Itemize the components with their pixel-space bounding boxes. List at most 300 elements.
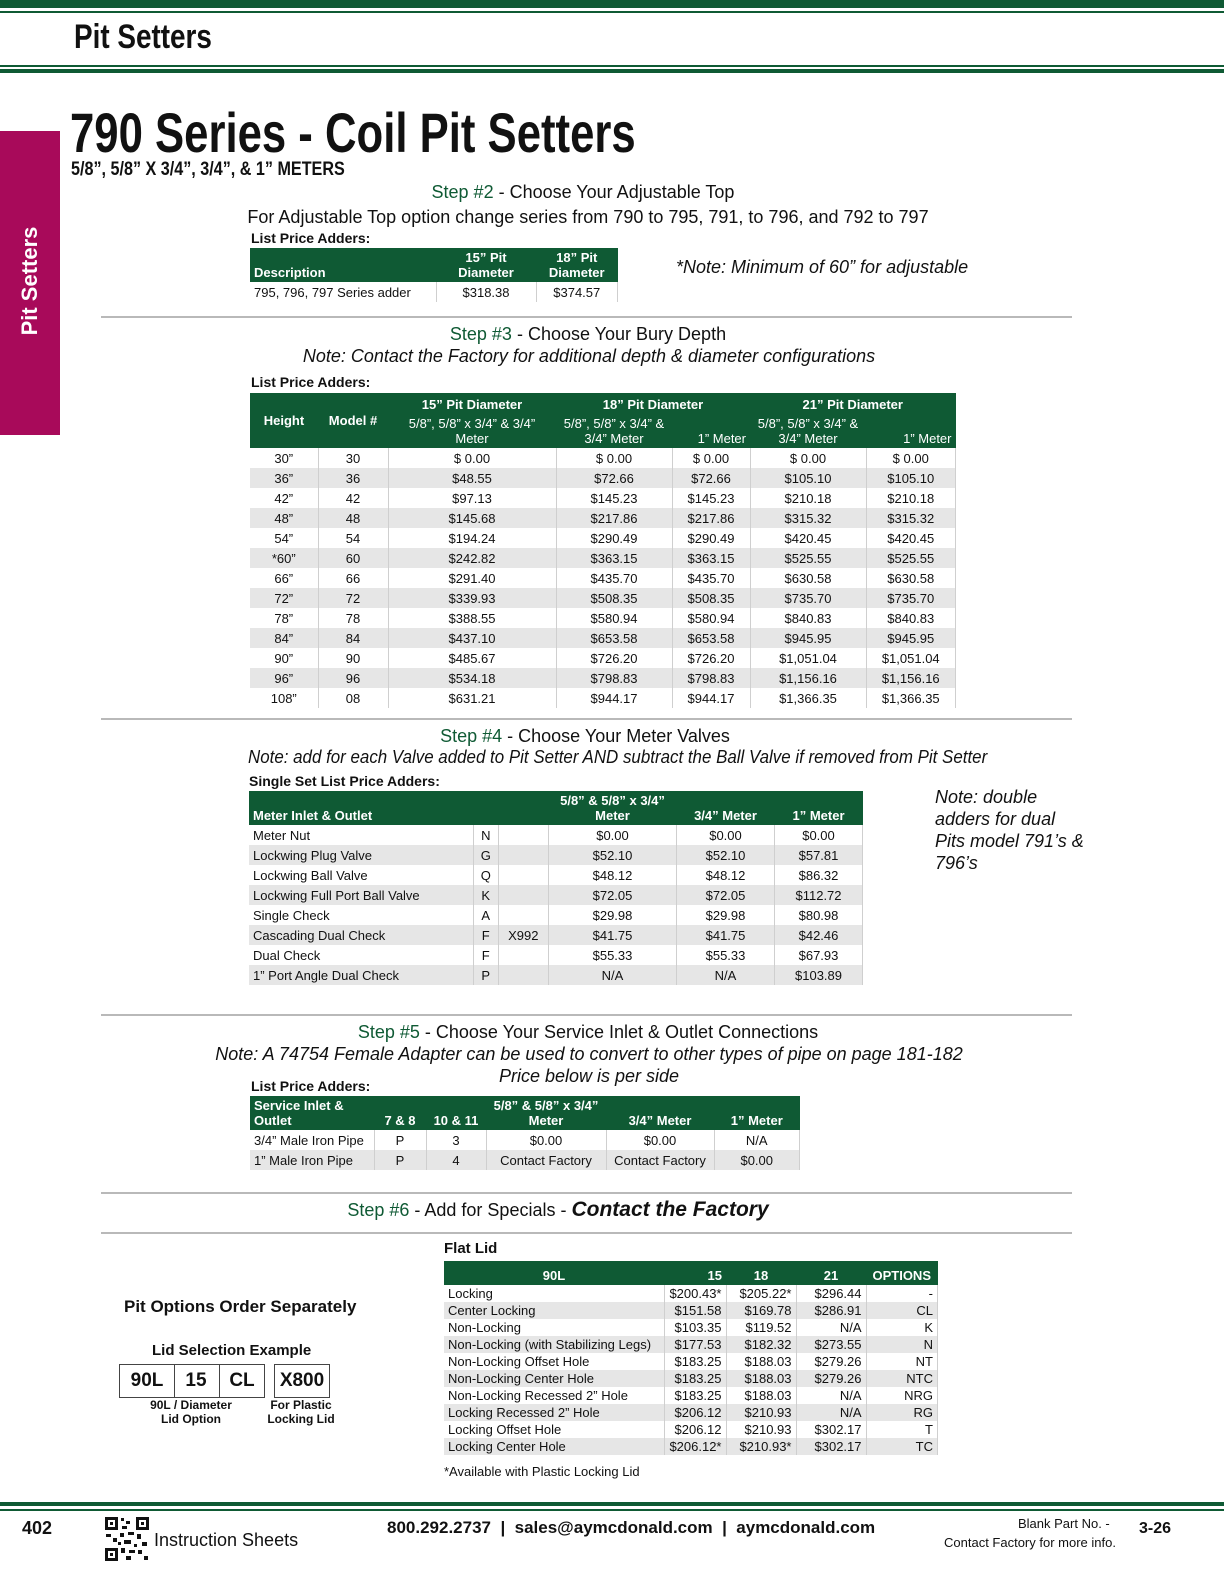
- cell: $630.58: [866, 568, 956, 588]
- cell: $296.44: [796, 1285, 866, 1302]
- table-row: [250, 608, 956, 628]
- cell: $41.75: [549, 925, 677, 945]
- cell: [498, 845, 548, 865]
- page-subtitle: 5/8”, 5/8” X 3/4”, 3/4”, & 1” METERS: [71, 159, 345, 180]
- col-15-sub: 5/8”, 5/8” x 3/4” & 3/4” Meter: [388, 414, 556, 448]
- cell: $363.15: [672, 548, 750, 568]
- lid-box-15: 15: [173, 1364, 220, 1398]
- table-row: [250, 468, 956, 488]
- cell: $1,366.35: [750, 688, 866, 708]
- cell: $210.93: [726, 1404, 796, 1421]
- cell: 4: [426, 1150, 486, 1170]
- cell: NT: [866, 1353, 938, 1370]
- cell: $112.72: [775, 885, 863, 905]
- step3-title: - Choose Your Bury Depth: [511, 324, 727, 344]
- table-row: [250, 282, 618, 302]
- cell: $80.98: [775, 905, 863, 925]
- table-row: [250, 1130, 800, 1150]
- cell: $29.98: [677, 905, 775, 925]
- cell: P: [474, 965, 499, 985]
- step4-label: Step #4: [440, 726, 503, 746]
- cell: $735.70: [750, 588, 866, 608]
- cell: $840.83: [866, 608, 956, 628]
- cell: 90: [318, 648, 388, 668]
- cell: $388.55: [388, 608, 556, 628]
- page-number: 402: [22, 1518, 53, 1538]
- table-row: [250, 508, 956, 528]
- cell: [498, 865, 548, 885]
- cell: $339.93: [388, 588, 556, 608]
- cell: $0.00: [775, 825, 863, 845]
- step5-note2: Price below is per side: [498, 1066, 680, 1086]
- pit-options-title: Pit Options Order Separately: [124, 1297, 357, 1316]
- cell: [498, 945, 548, 965]
- col-model: Model #: [318, 393, 388, 448]
- cell: 30”: [250, 448, 318, 468]
- page-title: 790 Series - Coil Pit Setters: [70, 101, 636, 164]
- cell: $55.33: [677, 945, 775, 965]
- col-34: 3/4” Meter: [606, 1096, 714, 1130]
- cell: $ 0.00: [750, 448, 866, 468]
- cell: $217.86: [556, 508, 672, 528]
- col-21-b: 1” Meter: [866, 414, 956, 448]
- cell: $420.45: [866, 528, 956, 548]
- cell: 66”: [250, 568, 318, 588]
- side-tab: [0, 131, 60, 435]
- cell: $437.10: [388, 628, 556, 648]
- cell: $302.17: [796, 1421, 866, 1438]
- cell: 90”: [250, 648, 318, 668]
- blank-part-label: Blank Part No. -: [1018, 1516, 1110, 1531]
- cell: 08: [318, 688, 388, 708]
- table-row: [444, 1387, 938, 1404]
- cell: 54: [318, 528, 388, 548]
- cell: $653.58: [556, 628, 672, 648]
- cell: $315.32: [866, 508, 956, 528]
- cell: $735.70: [866, 588, 956, 608]
- table-row: [250, 488, 956, 508]
- cell: $72.05: [549, 885, 677, 905]
- cell: [498, 905, 548, 925]
- col-15: 15: [664, 1261, 726, 1285]
- lid-box-x800: X800: [274, 1364, 330, 1398]
- cell: $1,156.16: [750, 668, 866, 688]
- cell: $182.32: [726, 1336, 796, 1353]
- step4-side-note: Note: double adders for dual Pits model 791’s & 796’s: [935, 787, 1084, 873]
- cell: 30: [318, 448, 388, 468]
- table-row: [250, 628, 956, 648]
- cell: Contact Factory: [486, 1150, 606, 1170]
- col-options: OPTIONS: [866, 1261, 938, 1285]
- cell: $169.78: [726, 1302, 796, 1319]
- top-rule: [0, 0, 1224, 8]
- qr-code-icon: [104, 1516, 150, 1562]
- lid-box-cl: CL: [220, 1364, 265, 1398]
- cell: Single Check: [249, 905, 474, 925]
- cell: $67.93: [775, 945, 863, 965]
- cell: $48.12: [677, 865, 775, 885]
- cell: $363.15: [556, 548, 672, 568]
- cell: 72: [318, 588, 388, 608]
- flat-lid-footnote: *Available with Plastic Locking Lid: [444, 1464, 640, 1479]
- cell: Non-Locking (with Stabilizing Legs): [444, 1336, 664, 1353]
- table-row: [250, 568, 956, 588]
- cell: 36: [318, 468, 388, 488]
- cell: $798.83: [672, 668, 750, 688]
- header-title: Pit Setters: [74, 18, 212, 56]
- header-rule: [0, 65, 1224, 67]
- cell: $210.93*: [726, 1438, 796, 1455]
- cell: N/A: [796, 1387, 866, 1404]
- cell: 1” Port Angle Dual Check: [249, 965, 474, 985]
- cell: $0.00: [486, 1130, 606, 1150]
- cell: 84”: [250, 628, 318, 648]
- cell: $318.38: [436, 282, 536, 302]
- cell: $145.68: [388, 508, 556, 528]
- cell: $291.40: [388, 568, 556, 588]
- cell: $103.89: [775, 965, 863, 985]
- footer-rule-thin: [0, 1509, 1224, 1511]
- cell: N/A: [677, 965, 775, 985]
- step5-title: - Choose Your Service Inlet & Outlet Connections: [419, 1022, 819, 1042]
- lid-caption-1: 90L / Diameter Lid Option: [150, 1398, 232, 1426]
- cell: 1” Male Iron Pipe: [250, 1150, 374, 1170]
- step6-heading: [0, 1198, 1116, 1222]
- cell: $0.00: [714, 1150, 800, 1170]
- cell: Non-Locking Center Hole: [444, 1370, 664, 1387]
- top-rule-thin: [0, 11, 1224, 13]
- cell: $52.10: [677, 845, 775, 865]
- cell: $ 0.00: [556, 448, 672, 468]
- col-1011: 10 & 11: [426, 1096, 486, 1130]
- cell: $194.24: [388, 528, 556, 548]
- footer-contact[interactable]: 800.292.2737 | sales@aymcdonald.com | aymcdonald.com: [387, 1518, 876, 1537]
- cell: -: [866, 1285, 938, 1302]
- table-row: [250, 1150, 800, 1170]
- divider: [101, 316, 1072, 318]
- cell: $145.23: [556, 488, 672, 508]
- cell: $1,051.04: [750, 648, 866, 668]
- step5-heading: [0, 1022, 1176, 1043]
- cell: 795, 796, 797 Series adder: [250, 282, 436, 302]
- cell: 66: [318, 568, 388, 588]
- cell: $206.12: [664, 1404, 726, 1421]
- cell: $0.00: [677, 825, 775, 845]
- cell: $86.32: [775, 865, 863, 885]
- col-1: 1” Meter: [714, 1096, 800, 1130]
- cell: $55.33: [549, 945, 677, 965]
- table-row: [249, 845, 863, 865]
- cell: 42”: [250, 488, 318, 508]
- table-row: [249, 925, 863, 945]
- cell: $435.70: [672, 568, 750, 588]
- cell: 84: [318, 628, 388, 648]
- step4-adders-label: Single Set List Price Adders:: [249, 773, 440, 789]
- cell: $205.22*: [726, 1285, 796, 1302]
- table-row: [249, 865, 863, 885]
- flat-lid-title: Flat Lid: [444, 1240, 498, 1257]
- col-15: 15” Pit Diameter: [436, 248, 536, 282]
- col-18-a: 5/8”, 5/8” x 3/4” & 3/4” Meter: [556, 414, 672, 448]
- step5-label: Step #5: [357, 1022, 420, 1042]
- col-21-top: 21” Pit Diameter: [750, 393, 956, 414]
- col-18: 18: [726, 1261, 796, 1285]
- col-21: 21: [796, 1261, 866, 1285]
- cell: $420.45: [750, 528, 866, 548]
- table-row: [444, 1285, 938, 1302]
- table-row: [444, 1370, 938, 1387]
- table-row: [249, 885, 863, 905]
- col-58: 5/8” & 5/8” x 3/4” Meter: [486, 1096, 606, 1130]
- instruction-sheets-link[interactable]: Instruction Sheets: [154, 1530, 299, 1550]
- col-21-a: 5/8”, 5/8” x 3/4” & 3/4” Meter: [750, 414, 866, 448]
- cell: $119.52: [726, 1319, 796, 1336]
- cell: $508.35: [672, 588, 750, 608]
- table-row: [444, 1438, 938, 1455]
- cell: Contact Factory: [606, 1150, 714, 1170]
- cell: $0.00: [549, 825, 677, 845]
- cell: $279.26: [796, 1353, 866, 1370]
- cell: $374.57: [536, 282, 618, 302]
- cell: $210.93: [726, 1421, 796, 1438]
- cell: X992: [498, 925, 548, 945]
- cell: $273.55: [796, 1336, 866, 1353]
- cell: Dual Check: [249, 945, 474, 965]
- step3-adders-label: List Price Adders:: [251, 374, 371, 390]
- cell: $48.55: [388, 468, 556, 488]
- cell: CL: [866, 1302, 938, 1319]
- cell: 60: [318, 548, 388, 568]
- cell: $206.12: [664, 1421, 726, 1438]
- step6-title: - Add for Specials -: [409, 1200, 572, 1220]
- cell: P: [374, 1130, 426, 1150]
- divider: [101, 1232, 1072, 1234]
- cell: $485.67: [388, 648, 556, 668]
- cell: $945.95: [866, 628, 956, 648]
- cell: $183.25: [664, 1370, 726, 1387]
- cell: $29.98: [549, 905, 677, 925]
- cell: $525.55: [866, 548, 956, 568]
- cell: $217.86: [672, 508, 750, 528]
- cell: $631.21: [388, 688, 556, 708]
- col-34: 3/4” Meter: [677, 791, 775, 825]
- table-row: [250, 588, 956, 608]
- table-row: [444, 1319, 938, 1336]
- step6-emphasis: Contact the Factory: [571, 1198, 769, 1221]
- cell: 96: [318, 668, 388, 688]
- cell: Q: [474, 865, 499, 885]
- step3-heading: [0, 324, 1176, 345]
- step4-heading: [0, 726, 1170, 747]
- step3-table: [250, 393, 956, 708]
- cell: F: [474, 945, 499, 965]
- cell: $653.58: [672, 628, 750, 648]
- cell: $177.53: [664, 1336, 726, 1353]
- cell: N/A: [714, 1130, 800, 1150]
- cell: $210.18: [866, 488, 956, 508]
- cell: $840.83: [750, 608, 866, 628]
- table-row: [444, 1404, 938, 1421]
- cell: $945.95: [750, 628, 866, 648]
- section-number: 3-26: [1139, 1520, 1172, 1537]
- cell: $ 0.00: [388, 448, 556, 468]
- cell: $103.35: [664, 1319, 726, 1336]
- cell: $508.35: [556, 588, 672, 608]
- cell: $1,051.04: [866, 648, 956, 668]
- table-row: [250, 548, 956, 568]
- cell: P: [374, 1150, 426, 1170]
- cell: Lockwing Plug Valve: [249, 845, 474, 865]
- cell: $72.05: [677, 885, 775, 905]
- cell: *60”: [250, 548, 318, 568]
- step5-adders-label: List Price Adders:: [251, 1078, 371, 1094]
- cell: A: [474, 905, 499, 925]
- cell: NRG: [866, 1387, 938, 1404]
- table-row: [444, 1302, 938, 1319]
- cell: $41.75: [677, 925, 775, 945]
- table-row: [250, 448, 956, 468]
- table-row: [249, 945, 863, 965]
- table-row: [444, 1336, 938, 1353]
- step3-label: Step #3: [449, 324, 512, 344]
- cell: K: [474, 885, 499, 905]
- cell: $290.49: [672, 528, 750, 548]
- step3-note: Note: Contact the Factory for additional depth & diameter configurations: [302, 346, 876, 366]
- cell: $290.49: [556, 528, 672, 548]
- table-row: [250, 528, 956, 548]
- cell: $944.17: [672, 688, 750, 708]
- cell: $42.46: [775, 925, 863, 945]
- cell: 72”: [250, 588, 318, 608]
- cell: $726.20: [672, 648, 750, 668]
- cell: Meter Nut: [249, 825, 474, 845]
- lid-box-90l: 90L: [119, 1364, 175, 1398]
- cell: N/A: [796, 1319, 866, 1336]
- cell: $302.17: [796, 1438, 866, 1455]
- contact-factory-label: Contact Factory for more info.: [944, 1535, 1116, 1550]
- cell: Locking Center Hole: [444, 1438, 664, 1455]
- step2-heading: [0, 182, 1166, 203]
- step5-note: Note: A 74754 Female Adapter can be used to convert to other types of pipe on page 181-182: [215, 1044, 963, 1064]
- table-row: [249, 905, 863, 925]
- step6-label: Step #6: [347, 1200, 410, 1220]
- cell: N/A: [796, 1404, 866, 1421]
- col-1: 1” Meter: [775, 791, 863, 825]
- cell: $105.10: [750, 468, 866, 488]
- cell: $210.18: [750, 488, 866, 508]
- col-18: 18” Pit Diameter: [536, 248, 618, 282]
- table-row: [250, 688, 956, 708]
- cell: NTC: [866, 1370, 938, 1387]
- cell: $726.20: [556, 648, 672, 668]
- footer-rule: [0, 1502, 1224, 1506]
- cell: 42: [318, 488, 388, 508]
- cell: $242.82: [388, 548, 556, 568]
- cell: Non-Locking Offset Hole: [444, 1353, 664, 1370]
- cell: [498, 965, 548, 985]
- col-description: Description: [250, 248, 436, 282]
- flat-lid-table: [444, 1261, 938, 1455]
- cell: $0.00: [606, 1130, 714, 1150]
- cell: 54”: [250, 528, 318, 548]
- cell: Non-Locking: [444, 1319, 664, 1336]
- cell: $183.25: [664, 1353, 726, 1370]
- table-row: [444, 1353, 938, 1370]
- step2-table: [250, 248, 618, 302]
- cell: $183.25: [664, 1387, 726, 1404]
- cell: 3/4” Male Iron Pipe: [250, 1130, 374, 1150]
- cell: $ 0.00: [672, 448, 750, 468]
- cell: $1,156.16: [866, 668, 956, 688]
- col-90l: 90L: [444, 1261, 664, 1285]
- cell: Non-Locking Recessed 2” Hole: [444, 1387, 664, 1404]
- lid-caption-2: For Plastic Locking Lid: [267, 1398, 335, 1426]
- cell: Cascading Dual Check: [249, 925, 474, 945]
- lid-example-label: Lid Selection Example: [152, 1342, 312, 1359]
- cell: $105.10: [866, 468, 956, 488]
- cell: 48”: [250, 508, 318, 528]
- cell: Locking Offset Hole: [444, 1421, 664, 1438]
- cell: $188.03: [726, 1370, 796, 1387]
- col-18-b: 1” Meter: [672, 414, 750, 448]
- cell: 108”: [250, 688, 318, 708]
- side-tab-label: Pit Setters: [17, 226, 42, 336]
- table-row: [250, 668, 956, 688]
- col-service: Service Inlet & Outlet: [250, 1096, 374, 1130]
- cell: [498, 825, 548, 845]
- cell: $580.94: [556, 608, 672, 628]
- cell: $315.32: [750, 508, 866, 528]
- col-meter-inlet: Meter Inlet & Outlet: [249, 791, 549, 825]
- step5-table: [250, 1096, 800, 1170]
- cell: $48.12: [549, 865, 677, 885]
- col-78: 7 & 8: [374, 1096, 426, 1130]
- step2-adders-label: List Price Adders:: [251, 230, 371, 246]
- table-row: [250, 648, 956, 668]
- cell: 78”: [250, 608, 318, 628]
- cell: $435.70: [556, 568, 672, 588]
- divider: [101, 1014, 1072, 1016]
- cell: 3: [426, 1130, 486, 1150]
- cell: $ 0.00: [866, 448, 956, 468]
- cell: $525.55: [750, 548, 866, 568]
- step4-table: [249, 791, 863, 985]
- cell: $286.91: [796, 1302, 866, 1319]
- cell: $944.17: [556, 688, 672, 708]
- cell: T: [866, 1421, 938, 1438]
- header-rule-thick: [0, 69, 1224, 73]
- step2-title: - Choose Your Adjustable Top: [493, 182, 735, 202]
- col-18-top: 18” Pit Diameter: [556, 393, 750, 414]
- col-15-top: 15” Pit Diameter: [388, 393, 556, 414]
- divider: [101, 718, 1072, 720]
- cell: Locking Recessed 2” Hole: [444, 1404, 664, 1421]
- cell: $72.66: [672, 468, 750, 488]
- cell: 96”: [250, 668, 318, 688]
- cell: 36”: [250, 468, 318, 488]
- cell: $145.23: [672, 488, 750, 508]
- cell: G: [474, 845, 499, 865]
- cell: Lockwing Ball Valve: [249, 865, 474, 885]
- cell: Locking: [444, 1285, 664, 1302]
- cell: $72.66: [556, 468, 672, 488]
- step2-note: For Adjustable Top option change series from 790 to 795, 791, to 796, and 792 to 797: [247, 207, 929, 227]
- col-height: Height: [250, 393, 318, 448]
- table-row: [249, 825, 863, 845]
- cell: $1,366.35: [866, 688, 956, 708]
- cell: N: [474, 825, 499, 845]
- cell: $52.10: [549, 845, 677, 865]
